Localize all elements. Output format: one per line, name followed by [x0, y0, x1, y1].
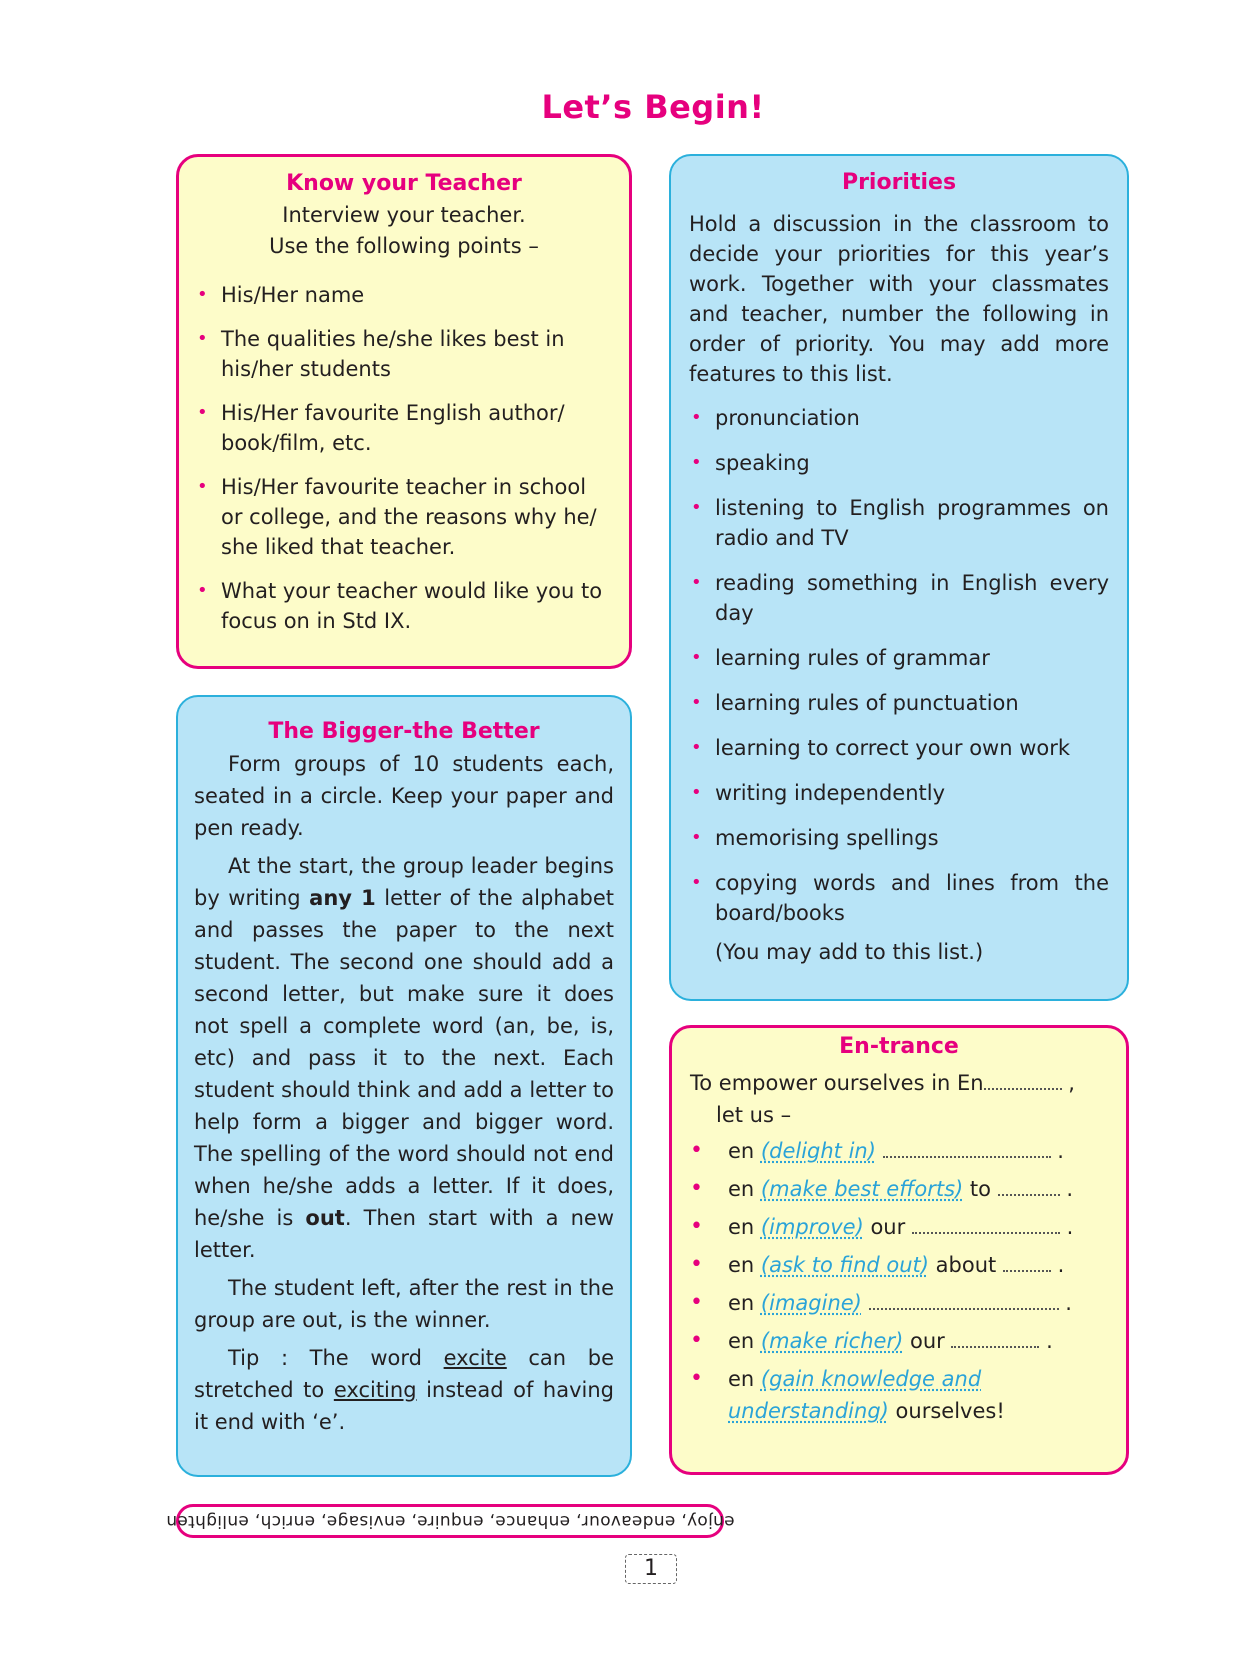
list-item [690, 1173, 1108, 1205]
priorities-intro: Hold a discussion in the classroom to decide your priorities for this year’s work. Together with your classmates and teacher, number the following in order of priority. You may add more features to this list. [689, 212, 1109, 386]
bigger-better-para3: The student left, after the rest in the group are out, is the winner. [194, 1276, 614, 1332]
bigger-better-para1: Form groups of 10 students each, seated in a circle. Keep your paper and pen ready. [194, 752, 614, 840]
en-prefix: en [728, 1139, 755, 1163]
entrance-lead-2: let us – [716, 1103, 792, 1127]
footer-words-upside-down: enjoy, endeavour, enhance, enquire, envisage, enrich, enlighten [165, 1511, 735, 1531]
entrance-lead [690, 1067, 1108, 1099]
tip-word-exciting: exciting [333, 1378, 417, 1402]
entrance-word: about [935, 1253, 997, 1277]
priorities-heading: Priorities [841, 170, 957, 195]
en-prefix: en [728, 1177, 755, 1201]
bigger-better-box [176, 695, 632, 1477]
list-item: • learning rules of grammar [689, 643, 1109, 673]
list-item: • What your teacher would like you to focus on in Std IX. [195, 576, 613, 636]
blank-line [984, 1070, 1062, 1090]
list-item: • His/Her name [195, 280, 613, 310]
priorities-note: (You may add to this list.) [715, 940, 984, 964]
bigger-better-tip [194, 1342, 614, 1438]
entrance-word: ourselves! [895, 1399, 1005, 1423]
page-title: Let’s Begin! [541, 88, 765, 126]
know-teacher-intro-line2: Use the following points – [269, 234, 539, 258]
list-item: • speaking [689, 448, 1109, 478]
know-teacher-intro [195, 200, 613, 262]
tip-text-a: Tip : The word [228, 1346, 444, 1370]
entrance-word: to [969, 1177, 992, 1201]
para2-text-a: At the start, the group leader begins by writing [194, 854, 614, 910]
entrance-cue: (gain knowledge and understanding) [728, 1367, 982, 1423]
priorities-list [689, 403, 1109, 928]
entrance-end: . [1066, 1215, 1074, 1239]
entrance-end: . [1057, 1139, 1064, 1163]
blank-line [912, 1214, 1060, 1234]
list-item: • copying words and lines from the board/books [689, 868, 1109, 928]
en-prefix: en [728, 1215, 755, 1239]
tip-text-b: can be stretched to [194, 1346, 614, 1402]
tip-word-excite: excite [443, 1346, 507, 1370]
blank-line [869, 1290, 1059, 1310]
entrance-box [669, 1025, 1129, 1475]
entrance-end: . [1057, 1253, 1065, 1277]
list-item [690, 1287, 1108, 1319]
entrance-list [690, 1135, 1108, 1427]
entrance-cue: (delight in) [760, 1139, 876, 1163]
entrance-end: . [1066, 1177, 1074, 1201]
list-item: • learning to correct your own work [689, 733, 1109, 763]
know-teacher-box [176, 154, 632, 669]
entrance-lead-text: To empower ourselves in En [690, 1071, 984, 1095]
know-teacher-points [195, 280, 613, 636]
entrance-word: our [909, 1329, 945, 1353]
entrance-lead-comma: , [1068, 1071, 1075, 1095]
entrance-end: . [1046, 1329, 1053, 1353]
entrance-cue: (ask to find out) [760, 1253, 929, 1277]
list-item [690, 1135, 1108, 1167]
tip-text-c: instead of having it end with ‘e’. [194, 1378, 614, 1434]
entrance-heading: En-trance [839, 1034, 959, 1059]
para2-bold-out: out [305, 1206, 345, 1230]
en-prefix: en [728, 1253, 755, 1277]
list-item [690, 1249, 1108, 1281]
entrance-cue: (make richer) [760, 1329, 904, 1353]
blank-line [998, 1176, 1060, 1196]
en-prefix: en [728, 1367, 755, 1391]
know-teacher-heading: Know your Teacher [286, 171, 522, 196]
entrance-cue: (improve) [760, 1215, 864, 1239]
para2-bold-any1: any 1 [309, 886, 376, 910]
list-item: • learning rules of punctuation [689, 688, 1109, 718]
en-prefix: en [728, 1329, 755, 1353]
page-number: 1 [625, 1554, 677, 1584]
en-prefix: en [728, 1291, 755, 1315]
blank-line [951, 1328, 1039, 1348]
blank-line [1003, 1252, 1051, 1272]
entrance-end: . [1065, 1291, 1072, 1315]
list-item: • The qualities he/she likes best in his/her students [195, 324, 613, 384]
list-item: • His/Her favourite English author/ book/film, etc. [195, 398, 613, 458]
bigger-better-para2 [194, 850, 614, 1266]
footer-word-strip [165, 1504, 735, 1538]
list-item [690, 1211, 1108, 1243]
para2-text-b: letter of the alphabet and passes the paper to the next student. The second one should add a second letter, but make sure it does not spell a complete word (an, be, is, etc) and pass it to the next. Each student should think and add a letter to help form a bigger and bigger word. The spelling of the word should not end when he/she adds a letter. If it does, he/she is [194, 886, 614, 1230]
list-item: • His/Her favourite teacher in school or college, and the reasons why he/ she liked that teacher. [195, 472, 613, 562]
entrance-cue: (imagine) [760, 1291, 862, 1315]
list-item: • listening to English programmes on radio and TV [689, 493, 1109, 553]
list-item [690, 1363, 1108, 1427]
entrance-cue: (make best efforts) [760, 1177, 964, 1201]
para2-text-c: . Then start with a new letter. [194, 1206, 614, 1262]
entrance-word: our [870, 1215, 906, 1239]
know-teacher-intro-line1: Interview your teacher. [282, 203, 526, 227]
list-item: • memorising spellings [689, 823, 1109, 853]
list-item: • writing independently [689, 778, 1109, 808]
bigger-better-heading: The Bigger-the Better [268, 719, 540, 744]
list-item [690, 1325, 1108, 1357]
list-item: • reading something in English every day [689, 568, 1109, 628]
list-item: • pronunciation [689, 403, 1109, 433]
blank-line [883, 1138, 1051, 1158]
priorities-box [669, 154, 1129, 1001]
